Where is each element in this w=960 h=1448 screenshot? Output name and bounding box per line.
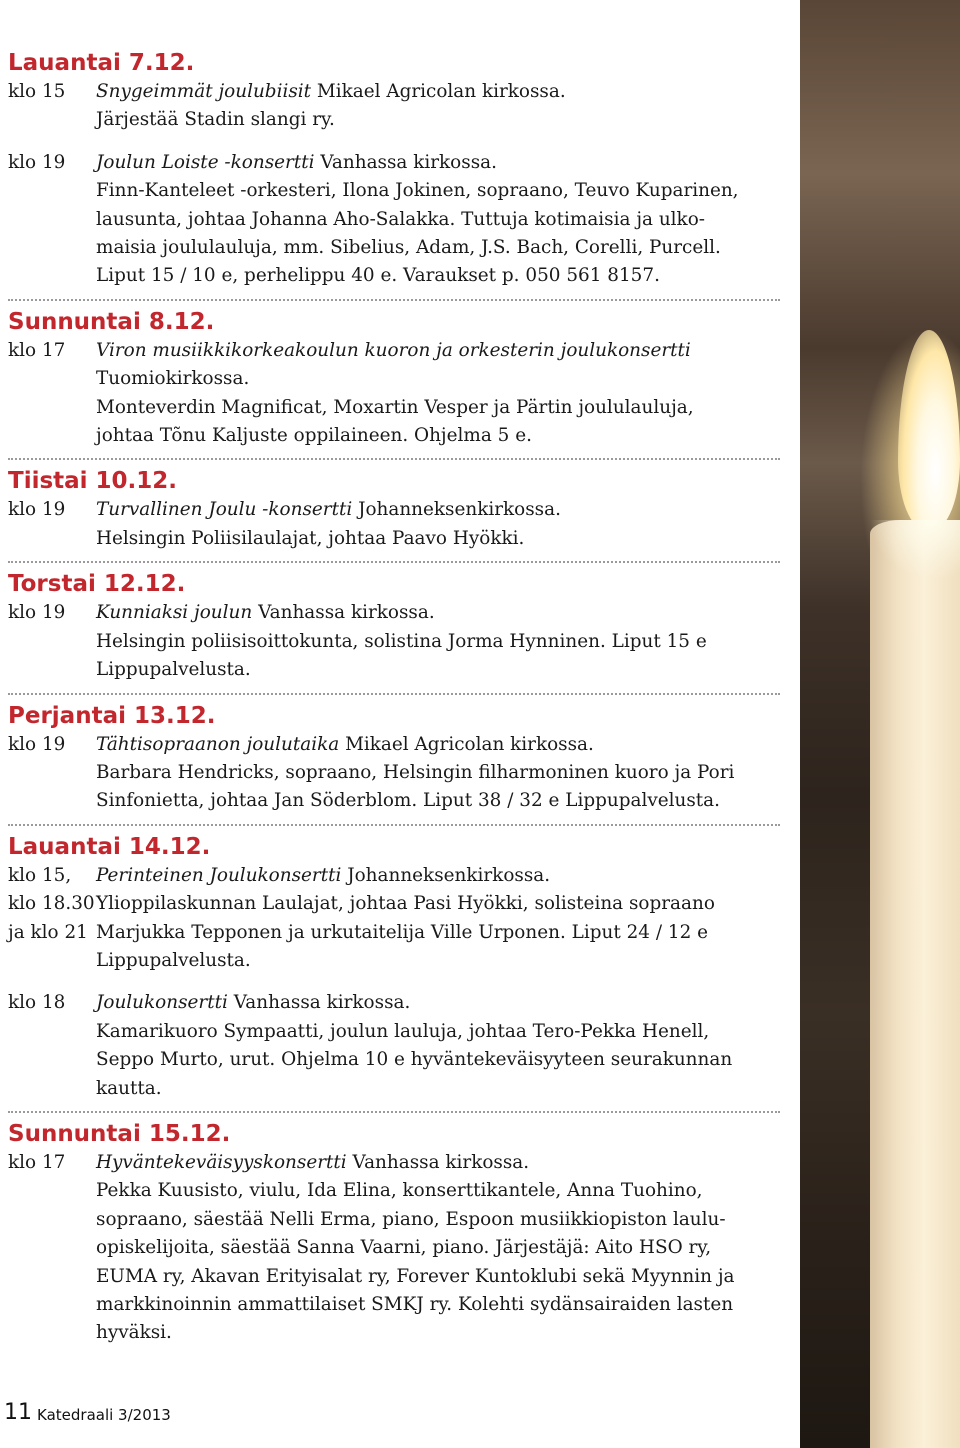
- candle-flame: [898, 330, 960, 530]
- event-time: klo 19: [8, 602, 66, 624]
- event-text: Vanhassa kirkossa.: [252, 602, 435, 624]
- section-divider: [8, 1111, 780, 1113]
- description-line: [96, 394, 783, 422]
- event-text: hyväksi.: [96, 1322, 172, 1344]
- event-item: [8, 731, 783, 816]
- event-text: Vanhassa kirkossa.: [227, 992, 411, 1014]
- event-text: Lippupalvelusta.: [96, 659, 251, 681]
- event-text: Monteverdin Magnificat, Moxartin Vesper ja Pärtin joululauluja,: [96, 396, 694, 418]
- day-heading: Sunnuntai 15.12.: [8, 1120, 231, 1147]
- event-text: Mikael Agricolan kirkossa.: [339, 733, 594, 755]
- event-item: [8, 1149, 783, 1348]
- event-text: EUMA ry, Akavan Erityisalat ry, Forever Kuntoklubi sekä Myynnin ja: [96, 1265, 735, 1287]
- event-text: Vanhassa kirkossa.: [346, 1151, 530, 1173]
- day-heading: Torstai 12.12.: [8, 571, 186, 598]
- event-title: Joulukonsertti: [96, 992, 228, 1014]
- description-line: [96, 862, 783, 890]
- event-time: klo 19: [8, 151, 66, 173]
- event-title: Snygeimmät joulubiisit: [96, 81, 312, 102]
- day-heading: Lauantai 7.12.: [8, 50, 195, 76]
- magazine-issue: Katedraali 3/2013: [37, 1406, 171, 1424]
- section-divider: [8, 299, 780, 301]
- event-time: klo 19: [8, 733, 66, 755]
- description-line: [96, 106, 783, 134]
- description-line: [96, 890, 783, 918]
- event-text: Finn-Kanteleet -orkesteri, Ilona Jokinen, sopraano, Teuvo Kuparinen,: [96, 180, 739, 202]
- event-item: [8, 862, 783, 976]
- event-item: [8, 599, 783, 684]
- event-description: [96, 496, 783, 553]
- event-text: opiskelijoita, säestää Sanna Vaarni, piano. Järjestäjä: Aito HSO ry,: [96, 1237, 712, 1259]
- description-line: [96, 496, 783, 524]
- event-title: Turvallinen Joulu -konsertti: [96, 499, 353, 521]
- event-description: [96, 731, 783, 816]
- candle-photo: [800, 0, 960, 1448]
- description-line: [96, 1291, 783, 1319]
- day-section: [8, 701, 783, 816]
- event-text: Liput 15 / 10 e, perhelippu 40 e. Varaukset p. 050 561 8157.: [96, 265, 660, 287]
- event-time: klo 17: [8, 339, 66, 361]
- event-title: Hyväntekeväisyyskonsertti: [96, 1151, 347, 1173]
- day-heading: Tiistai 10.12.: [8, 468, 178, 495]
- description-line: [96, 599, 783, 627]
- description-line: [96, 337, 783, 365]
- event-description: [96, 1149, 783, 1348]
- day-heading: Lauantai 14.12.: [8, 833, 211, 860]
- event-time: klo 15: [8, 81, 66, 102]
- description-line: [96, 149, 783, 177]
- event-description: [96, 989, 783, 1103]
- description-line: [96, 1149, 783, 1177]
- event-title: Viron musiikkikorkeakoulun kuoron ja orkesterin joulukonsertti: [96, 339, 691, 361]
- description-line: [96, 1319, 783, 1347]
- page-number: 11: [4, 1400, 32, 1425]
- event-description: [96, 862, 783, 976]
- event-item: [8, 149, 783, 291]
- event-text: Mikael Agricolan kirkossa.: [311, 81, 566, 102]
- description-line: [96, 656, 783, 684]
- event-title: Joulun Loiste -konsertti: [96, 151, 315, 173]
- description-line: [96, 919, 783, 947]
- event-title: Tähtisopraanon joulutaika: [96, 733, 340, 755]
- candle: [870, 520, 960, 1448]
- event-listing: [8, 48, 783, 1348]
- event-title: Perinteinen Joulukonsertti: [96, 864, 342, 886]
- event-text: maisia joululauluja, mm. Sibelius, Adam, J.S. Bach, Corelli, Purcell.: [96, 237, 721, 259]
- event-item: [8, 989, 783, 1103]
- event-time: klo 17: [8, 1151, 66, 1173]
- description-line: [96, 787, 783, 815]
- event-text: Barbara Hendricks, sopraano, Helsingin filharmoninen kuoro ja Pori: [96, 761, 735, 783]
- day-section: [8, 1119, 783, 1348]
- event-time: klo 15, klo 18.30 ja klo 21: [8, 864, 95, 943]
- event-time: klo 18: [8, 992, 66, 1014]
- day-section: [8, 832, 783, 1103]
- section-divider: [8, 824, 780, 826]
- event-text: Tuomiokirkossa.: [96, 368, 250, 390]
- description-line: [96, 234, 783, 262]
- event-text: markkinoinnin ammattilaiset SMKJ ry. Kolehti sydänsairaiden lasten: [96, 1294, 734, 1315]
- day-section: [8, 569, 783, 684]
- event-text: Sinfonietta, johtaa Jan Söderblom. Liput 38 / 32 e Lippupalvelusta.: [96, 790, 720, 812]
- description-line: [96, 1177, 783, 1205]
- description-line: [96, 989, 783, 1017]
- description-line: [96, 262, 783, 290]
- description-line: [96, 1075, 783, 1103]
- event-text: lausunta, johtaa Johanna Aho-Salakka. Tuttuja kotimaisia ja ulko-: [96, 208, 705, 230]
- event-description: [96, 337, 783, 451]
- description-line: [96, 947, 783, 975]
- day-heading: Perjantai 13.12.: [8, 702, 216, 729]
- section-divider: [8, 458, 780, 460]
- description-line: [96, 365, 783, 393]
- event-text: Seppo Murto, urut. Ohjelma 10 e hyväntekeväisyyteen seurakunnan: [96, 1049, 733, 1071]
- event-text: Kamarikuoro Sympaatti, joulun lauluja, johtaa Tero-Pekka Henell,: [96, 1020, 710, 1042]
- description-line: [96, 1018, 783, 1046]
- event-text: Helsingin poliisisoittokunta, solistina Jorma Hynninen. Liput 15 e: [96, 630, 707, 652]
- event-text: Järjestää Stadin slangi ry.: [96, 109, 335, 131]
- day-section: [8, 48, 783, 291]
- description-line: [96, 422, 783, 450]
- event-text: Ylioppilaskunnan Laulajat, johtaa Pasi Hyökki, solisteina sopraano: [96, 893, 715, 915]
- event-text: johtaa Tõnu Kaljuste oppilaineen. Ohjelma 5 e.: [96, 425, 532, 447]
- description-line: [96, 78, 783, 106]
- event-text: Johanneksenkirkossa.: [341, 864, 551, 886]
- day-section: [8, 466, 783, 553]
- section-divider: [8, 561, 780, 563]
- event-text: sopraano, säestää Nelli Erma, piano, Espoon musiikkiopiston laulu-: [96, 1208, 726, 1230]
- event-item: [8, 337, 783, 451]
- description-line: [96, 1206, 783, 1234]
- section-divider: [8, 693, 780, 695]
- event-description: [96, 78, 783, 135]
- description-line: [96, 1046, 783, 1074]
- description-line: [96, 177, 783, 205]
- event-time: klo 19: [8, 499, 66, 521]
- event-text: Helsingin Poliisilaulajat, johtaa Paavo Hyökki.: [96, 527, 525, 549]
- event-text: kautta.: [96, 1077, 162, 1099]
- event-title: Kunniaksi joulun: [96, 602, 253, 624]
- description-line: [96, 628, 783, 656]
- description-line: [96, 525, 783, 553]
- description-line: [96, 1263, 783, 1291]
- event-item: [8, 496, 783, 553]
- description-line: [96, 731, 783, 759]
- description-line: [96, 759, 783, 787]
- description-line: [96, 1234, 783, 1262]
- day-section: [8, 307, 783, 451]
- event-text: Pekka Kuusisto, viulu, Ida Elina, konserttikantele, Anna Tuohino,: [96, 1180, 703, 1202]
- event-text: Johanneksenkirkossa.: [352, 499, 561, 521]
- description-line: [96, 206, 783, 234]
- day-heading: Sunnuntai 8.12.: [8, 308, 215, 335]
- event-text: Marjukka Tepponen ja urkutaitelija Ville Urponen. Liput 24 / 12 e: [96, 921, 709, 943]
- event-description: [96, 149, 783, 291]
- event-text: Vanhassa kirkossa.: [314, 151, 497, 173]
- event-text: Lippupalvelusta.: [96, 949, 251, 971]
- event-item: [8, 78, 783, 135]
- event-description: [96, 599, 783, 684]
